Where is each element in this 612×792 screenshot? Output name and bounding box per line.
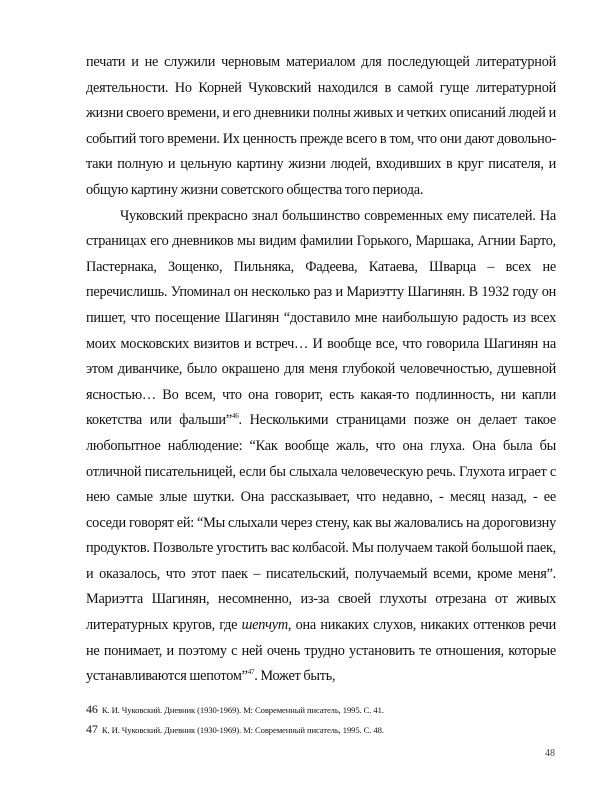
footnote-number: 47 bbox=[86, 721, 98, 736]
paragraph-2 bbox=[86, 204, 556, 690]
paragraph-2-text-b: . Несколькими страницами позже он делает такое любопытное наблюдение: “Как вообще жаль, что она глуха. Она была бы отличной писательницей, если бы слыхала человеческую речь. Глухота играет с нею самые злые шутки. Она рассказывает, что недавно, - месяц назад, - ее соседи говорят ей: “Мы слыхали через стену, как вы жаловались на дороговизну продуктов. Позвольте угостить вас колбасой. Мы получаем такой большой паек, и оказалось, что этот паек – писательский, получаемый всеми, кроме меня”. Мариэтта Шагинян, несомненно, из-за своей глухоты отрезана от живых литературных кругов, где bbox=[86, 412, 556, 634]
footnote-text: К. И. Чуковский. Дневник (1930-1969). М: Современный писатель, 1995. С. 41. bbox=[101, 705, 384, 715]
footnote-46 bbox=[86, 700, 556, 720]
footnotes bbox=[86, 700, 556, 739]
page-number: 48 bbox=[545, 748, 555, 759]
paragraph-1: печати и не служили черновым материалом для последующей литературной деятельности. Но Корней Чуковский находился в самой гуще литературной жизни своего времени, и его дневники полны живых и четких описаний людей и событий того времени. Их ценность прежде всего в том, что они дают довольно-таки полную и цельную картину жизни людей, входивших в круг писателя, и общую картину жизни советского общества того периода. bbox=[86, 54, 556, 198]
footnote-47 bbox=[86, 720, 556, 740]
emphasis-word: шепчут bbox=[241, 617, 288, 634]
body-text bbox=[86, 50, 556, 690]
footnote-text: К. И. Чуковский. Дневник (1930-1969). М: Современный писатель, 1995. С. 48. bbox=[101, 724, 384, 735]
paragraph-2-text-c: , она никаких слухов, никаких оттенков речи не понимает, и поэтому с ней очень трудно установить те отношения, которые устанавливаются шепотом” bbox=[86, 617, 557, 685]
footnote-ref-46[interactable]: 46 bbox=[231, 412, 239, 421]
paragraph-2-text-d: . Может быть, bbox=[254, 668, 336, 685]
paragraph-2-text-a: Чуковский прекрасно знал большинство современных ему писателей. На страницах его дневников мы видим фамилии Горького, Маршака, Агнии Барто, Пастернака, Зощенко, Пильняка, Фадеева, Катаева, Шварца – всех не перечислишь. Упоминал он несколько раз и Мариэтту Шагинян. В 1932 году он пишет, что посещение Шагинян “доставило мне наибольшую радость из всех моих московских визитов и встреч… И вообще все, что говорила Шагинян на этом диванчике, было окрашено для меня глубокой человечностью, душевной ясностью… Во всем, что она говорит, есть какая-то подлинность, ни капли кокетства или фальши” bbox=[86, 207, 556, 429]
footnote-number: 46 bbox=[86, 702, 98, 716]
footnote-ref-47[interactable]: 47 bbox=[247, 668, 255, 677]
